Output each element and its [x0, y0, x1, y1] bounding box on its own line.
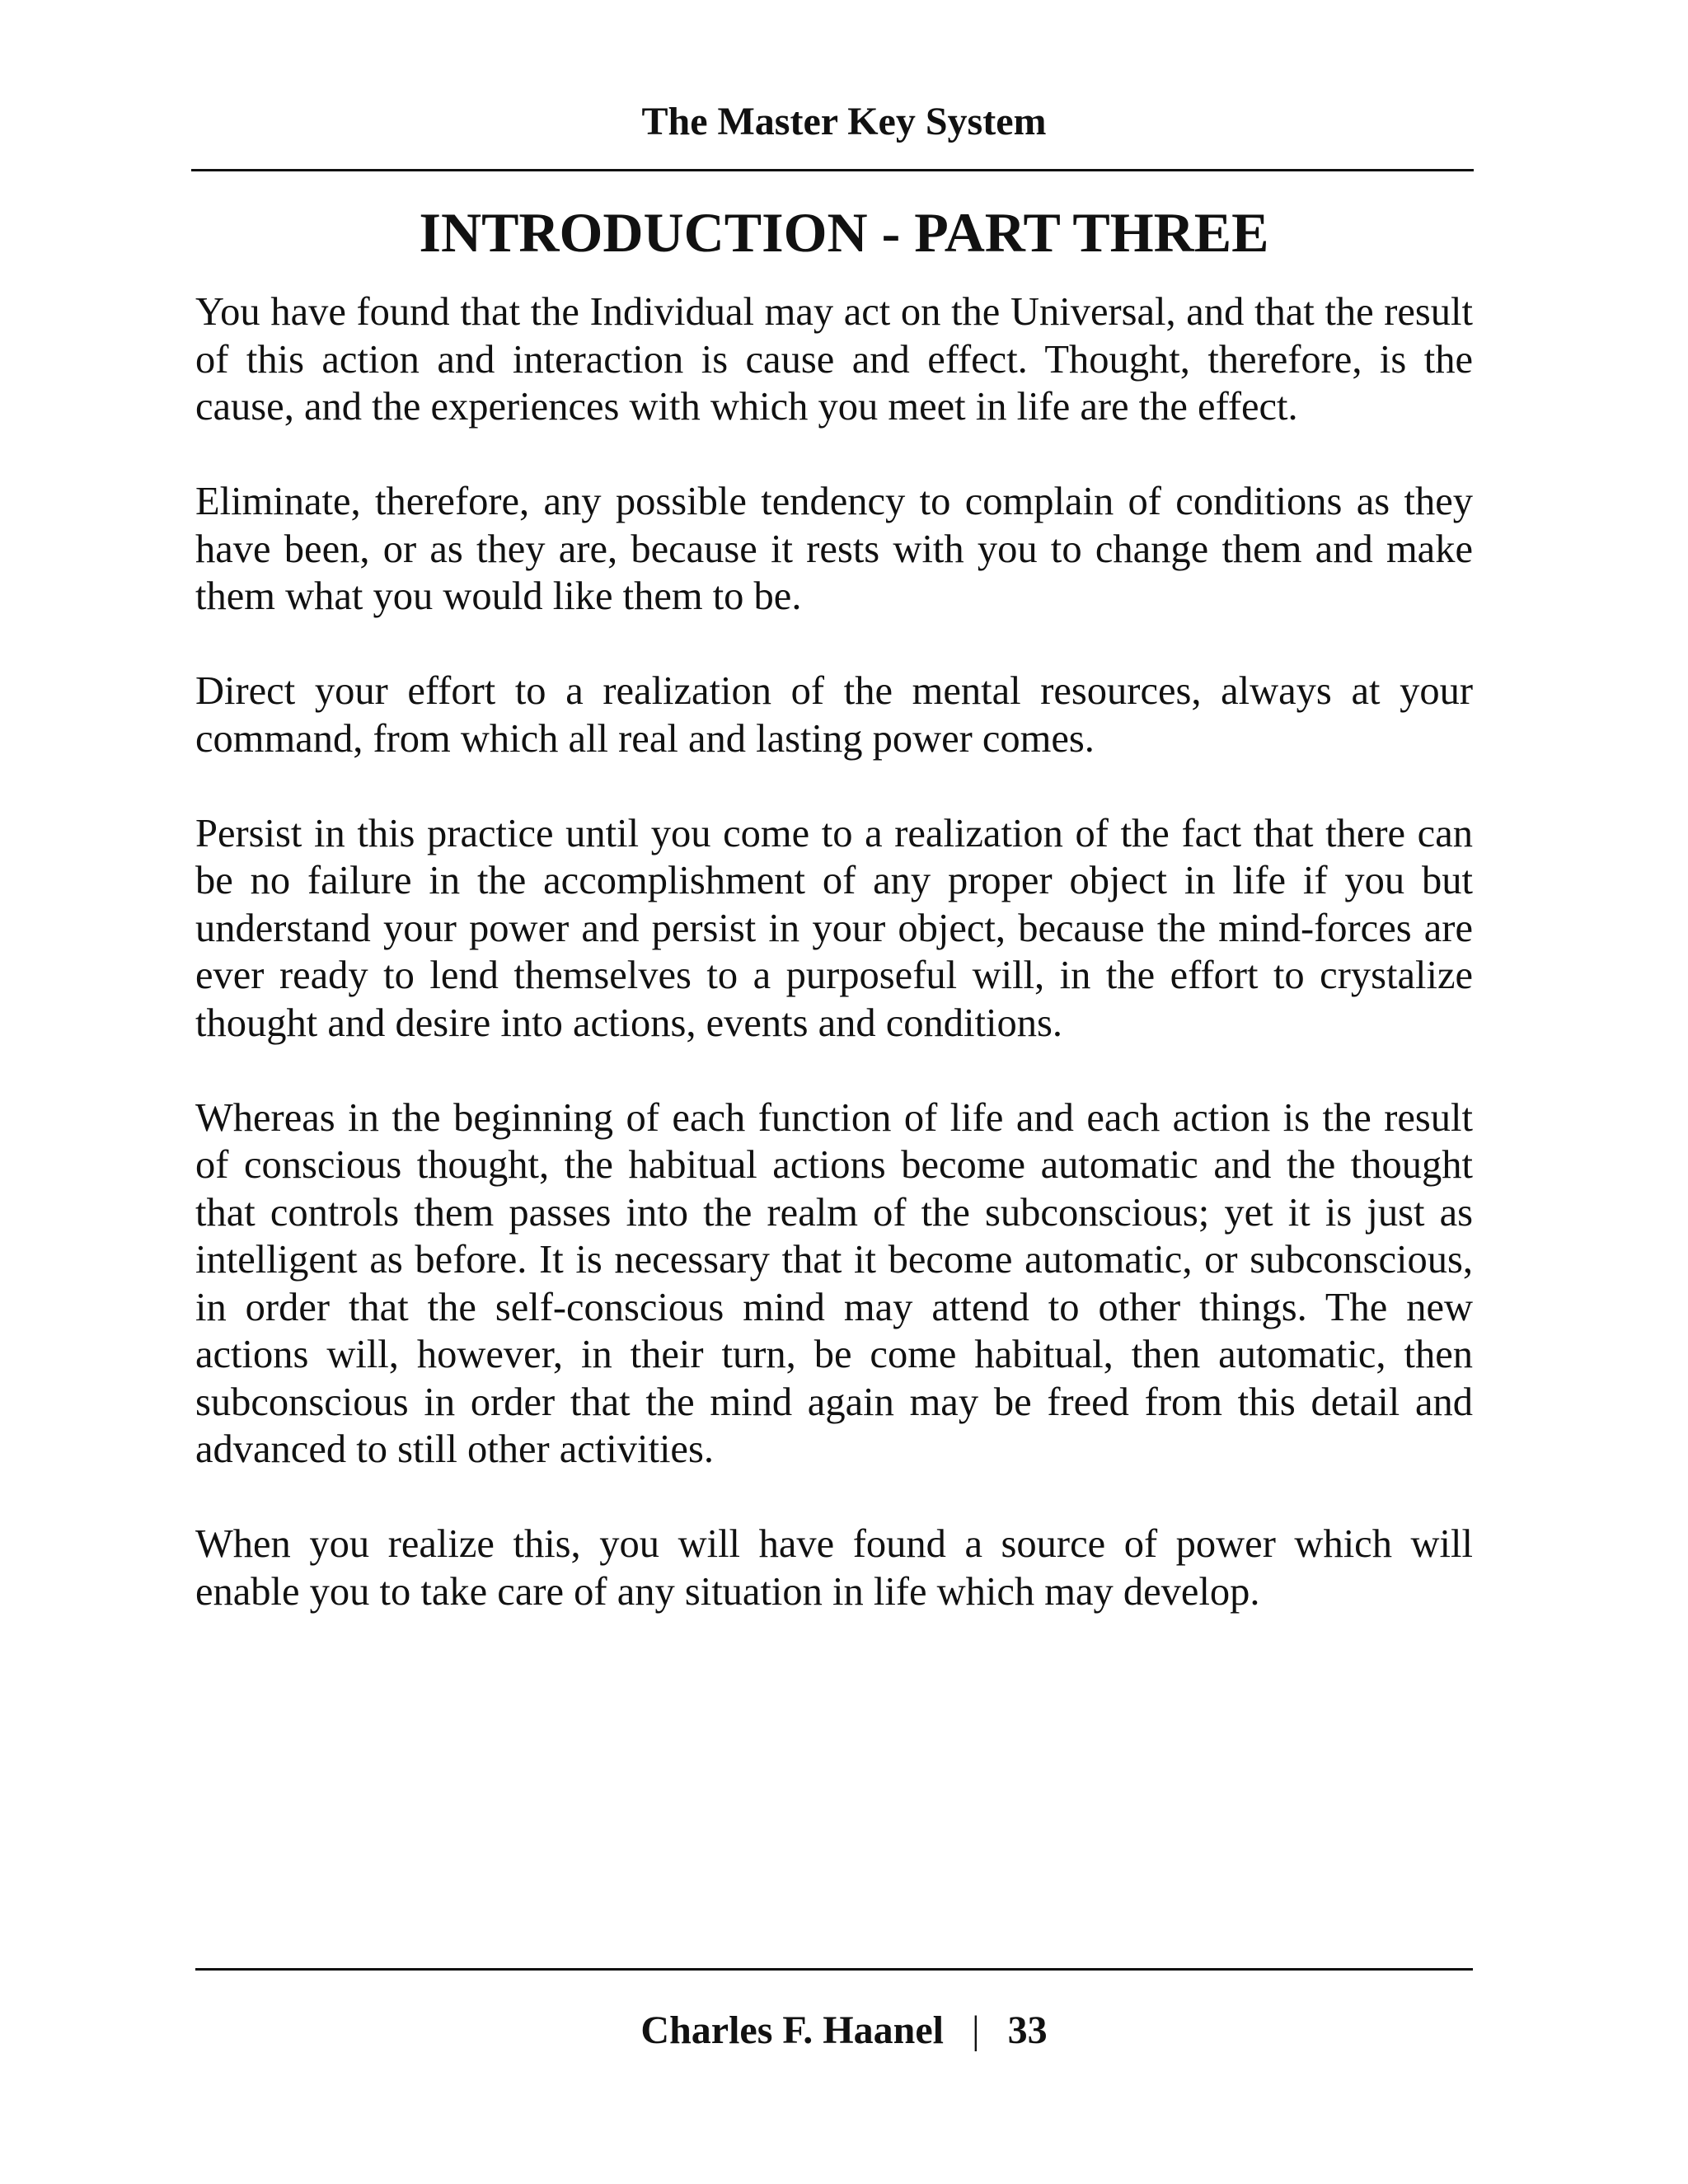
footer-author: Charles F. Haanel	[640, 2008, 944, 2052]
footer-separator: |	[971, 2008, 980, 2052]
page-footer	[0, 2006, 1688, 2055]
paragraph: Direct your effort to a realization of the mental resources, always at your command, from which all real and lasting power comes.	[195, 669, 1473, 761]
page-number: 33	[1007, 2008, 1048, 2052]
paragraph: Eliminate, therefore, any possible tendency to complain of conditions as they have been, or as they are, because it rests with you to change them and make them what you would like them to be.	[195, 480, 1473, 618]
header-rule	[191, 169, 1474, 171]
footer-rule	[195, 1968, 1473, 1971]
paragraph: When you realize this, you will have found a source of power which will enable you to take care of any situation in life which may develop.	[195, 1522, 1473, 1614]
paragraph: Whereas in the beginning of each function of life and each action is the result of conscious thought, the habitual actions become automatic and the thought that controls them passes into the realm of the subconscious; yet it is just as intelligent as before. It is necessary that it become automatic, or subconscious, in order that the self-conscious mind may attend to other things. The new actions will, however, in their turn, be come habitual, then automatic, then subconscious in order that the mind again may be freed from this detail and advanced to still other activities.	[195, 1095, 1473, 1471]
running-header: The Master Key System	[641, 100, 1047, 143]
paragraph: You have found that the Individual may act on the Universal, and that the result of this action and interaction is cause and effect. Thought, therefore, is the cause, and the experiences with which you meet in life are the effect.	[195, 290, 1473, 429]
chapter-title: INTRODUCTION - PART THREE	[419, 201, 1269, 264]
paragraph: Persist in this practice until you come to a realization of the fact that there can be no failure in the accomplishment of any proper object in life if you but understand your power and persist in your object, because the mind-forces are ever ready to lend themselves to a purposeful will, in the effort to crystalize thought and desire into actions, events and conditions.	[195, 811, 1473, 1045]
body-text	[195, 288, 1473, 1663]
